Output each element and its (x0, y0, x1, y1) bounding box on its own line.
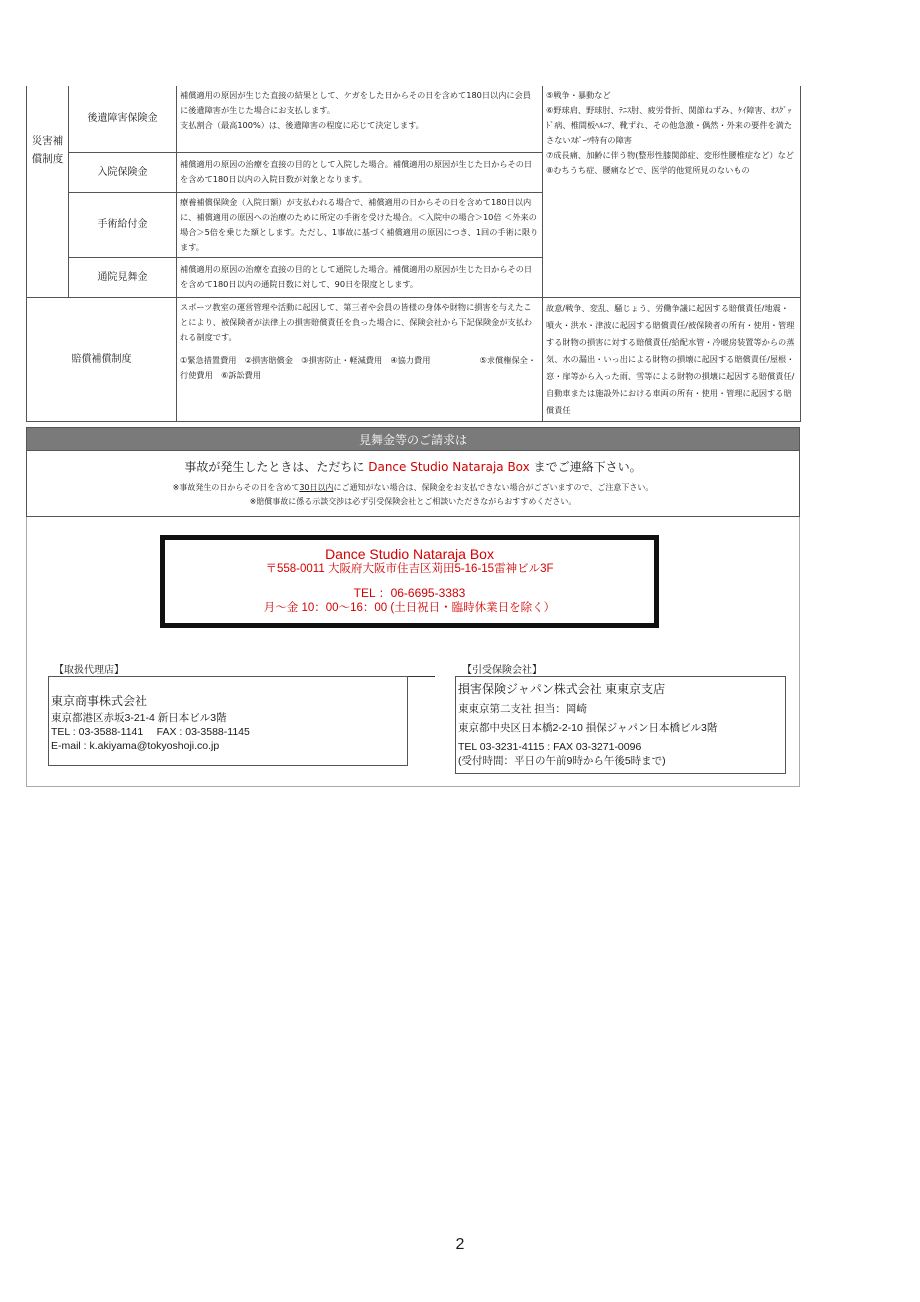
insurer-box (455, 676, 786, 774)
insurer-company: 損害保険ジャパン株式会社 東東京支店 (458, 682, 666, 696)
agent-email: E-mail : k.akiyama@tokyoshoji.co.jp (51, 740, 220, 752)
studio-phone: TEL ：06-6695-3383 (353, 586, 466, 600)
claim-main-after: までご連絡下さい。 (529, 460, 642, 474)
claim-note-1 (27, 481, 799, 495)
agent-divider (408, 676, 435, 677)
page-number: 2 (455, 1236, 465, 1253)
liability-exclusions: 故意/戦争、変乱、騒じょう、労働争議に起因する賠償責任/地震・噴火・洪水・津波に起因する賠償責任/被保険者の所有・使用・管理する財物の損害に対する賠償責任/給配水管・冷暖房装置等からの蒸気、水の漏出・いっ出による財物の損壊に起因する賠償責任/屋根・窓・扉等から入った雨、雪等による財物の損壊に起因する賠償責任/自動車または施設外における車両の所有・使用・管理に起因する賠償責任 (543, 297, 801, 421)
hospital-insurance-label: 入院保険金 (69, 152, 177, 192)
disaster-exclusions: ⑤戦争・暴動など ⑥野球肩、野球肘、ﾃﾆｽ肘、疲労骨折、関節ねずみ、ｹｲ障害、ｵｽｸﾞｯﾄﾞ病、椎間板ﾍﾙﾆｱ、靴ずれ、その他急激・偶然・外来の要件を満たさないｽﾎﾟｰﾂ特有の障害 ⑦成長痛、加齢に伴う物(整形性膝関節症、変形性腰椎症など）など ⑧むちうち症、腰痛などで、医学的他覚所見のないもの (543, 86, 801, 297)
agent-company: 東京商事株式会社 (51, 694, 148, 708)
outpatient-benefit-label: 通院見舞金 (69, 257, 177, 297)
disaster-compensation-label: 災害補 償制度 (27, 86, 69, 297)
claim-body (26, 451, 800, 517)
aftereffect-insurance-desc: 補償適用の原因が生じた直接の結果として、ケガをした日からその日を含めて180日以内に会員に後遺障害が生じた場合にお支払します。 支払割合（最高100%）は、後遺障害の程度に応じて決定します。 (177, 86, 543, 152)
studio-hours: 月～金 10：00～16：00 (土日祝日・臨時休業日を除く） (263, 602, 556, 614)
outpatient-benefit-desc: 補償適用の原因の治療を直接の目的として通院した場合。補償適用の原因が生じた日からその日を含めて180日以内の通院日数に対して、90日を限度とします。 (177, 257, 543, 297)
claim-note-1-after: にご通知がない場合は、保険金をお支払できない場合がございますので、ご注意下さい。 (333, 483, 654, 492)
surgery-benefit-desc: 療養補償保険金（入院日額）が支払われる場合で、補償適用の日からその日を含めて180日以内に、補償適用の原因への治療のために所定の手術を受けた場合。＜入院中の場合＞10倍 ＜外来の場合＞5倍を乗じた額とします。ただし、1事故に基づく補償適用の原因につき、1回の手術に限ります。 (177, 192, 543, 257)
claim-header: 見舞金等のご請求は (26, 427, 800, 451)
claim-main-before: 事故が発生したときは、ただちに (184, 460, 369, 474)
claim-main-studio: Dance Studio Nataraja Box (368, 460, 530, 474)
claim-note-2: ※賠償事故に係る示談交渉は必ず引受保険会社とご相談いただきながらおすすめください。 (249, 497, 577, 506)
agent-box (48, 676, 408, 766)
agent-phone: TEL : 03-3588-1141 FAX : 03-3588-1145 (51, 726, 250, 738)
claim-note-1-before: ※事故発生の日からその日を含めて (172, 483, 300, 492)
studio-address: 〒558-0011 大阪府大阪市住吉区苅田5-16-15雷神ビル3F (265, 563, 554, 575)
liability-compensation-label: 賠償補償制度 (27, 297, 177, 421)
hospital-insurance-desc: 補償適用の原因の治療を直接の目的として入院した場合。補償適用の原因が生じた日からその日を含めて180日以内の入院日数が対象となります。 (177, 152, 543, 192)
liability-items: ①緊急措置費用 ②損害賠償金 ③損害防止・軽減費用 ④協力費用 ⑤求償権保全・行使費用 ⑥訴訟費用 (180, 354, 537, 380)
claim-note-1-deadline: 30日以内 (299, 483, 334, 492)
coverage-table (26, 86, 801, 422)
liability-compensation-desc (177, 297, 543, 421)
insurer-address: 東京都中央区日本橋2-2-10 損保ジャパン日本橋ビル3階 (458, 722, 718, 734)
insurer-label: 【引受保険会社】 (462, 665, 542, 676)
studio-name: Dance Studio Nataraja Box (325, 546, 494, 562)
agent-address: 東京都港区赤坂3-21-4 新日本ビル3階 (51, 712, 227, 724)
agent-label: 【取扱代理店】 (54, 665, 124, 676)
insurer-hours: (受付時間：平日の午前9時から午後5時まで) (458, 755, 666, 767)
studio-contact-box (160, 535, 659, 628)
claim-main-text (27, 459, 799, 475)
surgery-benefit-label: 手術給付金 (69, 192, 177, 257)
aftereffect-insurance-label: 後遺障害保険金 (69, 86, 177, 152)
liability-desc-text: スポーツ教室の運営管理や活動に起因して、第三者や会員の皆様の身体や財物に損害を与えたことにより、被保険者が法律上の損害賠償責任を負った場合に、保険会社から下記保険金が支払われる制度です。 (180, 301, 533, 342)
insurer-branch: 東東京第二支社 担当：岡崎 (458, 703, 587, 715)
insurer-phone: TEL 03-3231-4115 : FAX 03-3271-0096 (458, 741, 642, 753)
